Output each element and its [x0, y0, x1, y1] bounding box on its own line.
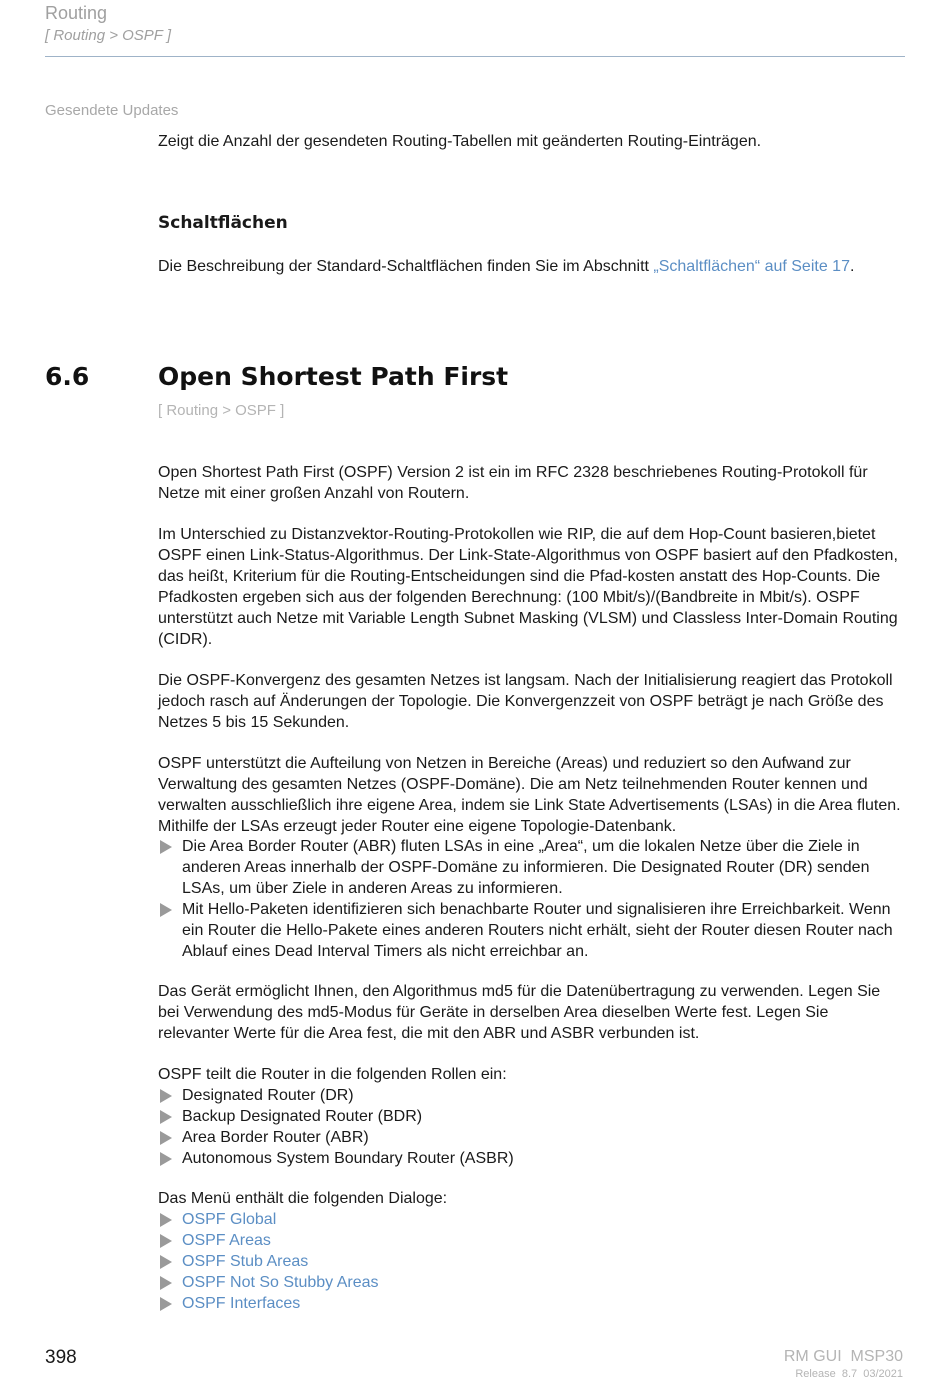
bullet-triangle-icon [160, 1089, 172, 1103]
list-item [158, 1085, 903, 1106]
list-item [158, 899, 903, 962]
section-number: 6.6 [45, 362, 90, 391]
list-item [158, 1293, 903, 1314]
field-description-sent-updates: Zeigt die Anzahl der gesendeten Routing-Tabellen mit geänderten Routing-Einträgen. [158, 133, 762, 150]
buttons-page-link[interactable]: „Schaltflächen“ auf Seite 17 [653, 258, 850, 275]
bullet-triangle-icon [160, 903, 172, 917]
link-ospf-global[interactable]: OSPF Global [182, 1211, 277, 1228]
roles-list [158, 1085, 903, 1169]
paragraph-md5: Das Gerät ermöglicht Ihnen, den Algorithmus md5 für die Datenübertragung zu verwenden. Legen Sie bei Verwendung des md5-Modus für Geräte in derselben Area dieselben Werte fest. Legen Sie relevanter Werte für die Area fest, die mit den ABR und ASBR verbunden ist. [158, 983, 881, 1042]
link-ospf-nssa[interactable]: OSPF Not So Stubby Areas [182, 1274, 379, 1291]
bullet-triangle-icon [160, 1297, 172, 1311]
bullet-triangle-icon [160, 1234, 172, 1248]
paragraph-link-state: Im Unterschied zu Distanzvektor-Routing-Protokollen wie RIP, die auf dem Hop-Count basieren,bietet OSPF einen Link-Status-Algorithmus. Der Link-State-Algorithmus von OSPF basiert auf den Pfadkosten, das heißt, Kriterium für die Routing-Entscheidungen sind die Pfad-kosten anstatt des Hop-Counts. Die Pfadkosten ergeben sich aus der folgenden Berechnung: (100 Mbit/s)/(Bandbreite in Mbit/s). OSPF unterstützt auch Netze mit Variable Length Subnet Masking (VLSM) und Classless Inter-Domain Routing (CIDR). [158, 526, 898, 648]
buttons-description [158, 256, 918, 277]
footer-release: Release 8.7 03/2021 [795, 1368, 903, 1380]
list-item [158, 1106, 903, 1127]
field-label-sent-updates: Gesendete Updates [45, 102, 179, 119]
paragraph-dialogs-intro: Das Menü enthält die folgenden Dialoge: [158, 1190, 448, 1207]
role-abr: Area Border Router (ABR) [182, 1129, 369, 1146]
bullet-triangle-icon [160, 1131, 172, 1145]
link-ospf-stub-areas[interactable]: OSPF Stub Areas [182, 1253, 309, 1270]
bullet-triangle-icon [160, 1255, 172, 1269]
role-asbr: Autonomous System Boundary Router (ASBR) [182, 1150, 514, 1167]
buttons-description-text: Die Beschreibung der Standard-Schaltflächen finden Sie im Abschnitt [158, 258, 654, 275]
bullet-triangle-icon [160, 840, 172, 854]
bullet-triangle-icon [160, 1276, 172, 1290]
paragraph-convergence: Die OSPF-Konvergenz des gesamten Netzes ist langsam. Nach der Initialisierung reagiert das Protokoll jedoch rasch auf Änderungen der Topologie. Die Konvergenzzeit von OSPF beträgt je nach Größe des Netzes 5 bis 15 Sekunden. [158, 672, 893, 731]
link-ospf-areas[interactable]: OSPF Areas [182, 1232, 271, 1249]
bullet-triangle-icon [160, 1110, 172, 1124]
buttons-description-end: . [849, 258, 855, 275]
paragraph-roles-intro: OSPF teilt die Router in die folgenden Rollen ein: [158, 1066, 507, 1083]
buttons-heading: Schaltflächen [158, 213, 288, 233]
list-item [158, 1230, 903, 1251]
list-item [158, 1251, 903, 1272]
role-bdr: Backup Designated Router (BDR) [182, 1108, 423, 1125]
role-dr: Designated Router (DR) [182, 1087, 354, 1104]
bullet-triangle-icon [160, 1152, 172, 1166]
bullet-triangle-icon [160, 1213, 172, 1227]
running-header-title: Routing [45, 3, 108, 23]
dialogs-list [158, 1209, 903, 1314]
section-path: [ Routing > OSPF ] [158, 402, 285, 419]
link-ospf-interfaces[interactable]: OSPF Interfaces [182, 1295, 301, 1312]
list-item [158, 1209, 903, 1230]
list-item [158, 836, 903, 899]
paragraph-intro: Open Shortest Path First (OSPF) Version 2 ist ein im RFC 2328 beschriebenes Routing-Protokoll für Netze mit einer großen Anzahl von Routern. [158, 464, 868, 502]
paragraph-areas: OSPF unterstützt die Aufteilung von Netzen in Bereiche (Areas) und reduziert so den Aufwand zur Verwaltung des gesamten Netzes (OSPF-Domäne). Die am Netz teilnehmenden Router kennen und verwalten ausschließlich ihre eigene Area, indem sie Link State Advertisements (LSAs) in die Area fluten. Mithilfe der LSAs erzeugt jeder Router eine eigene Topologie-Datenbank. [158, 755, 901, 835]
page-number: 398 [45, 1347, 77, 1368]
header-divider [45, 56, 905, 57]
list-item [158, 1127, 903, 1148]
running-header-path: [ Routing > OSPF ] [45, 27, 172, 44]
list-item-text: Die Area Border Router (ABR) fluten LSAs in eine „Area“, um die lokalen Netze über die Ziele in anderen Areas innerhalb der OSPF-Domäne zu informieren. Die Designated Router (DR) senden LSAs, um über Ziele in anderen Areas zu informieren. [182, 838, 870, 897]
footer-doc-title: RM GUI MSP30 [783, 1348, 903, 1365]
list-item [158, 1272, 903, 1293]
section-title: Open Shortest Path First [158, 362, 509, 391]
areas-bullet-list [158, 836, 903, 962]
list-item-text: Mit Hello-Paketen identifizieren sich benachbarte Router und signalisieren ihre Erreichbarkeit. Wenn ein Router die Hello-Pakete eines anderen Routers nicht erhält, sieht der Router diesen Router nach Ablauf eines Dead Interval Timers als nicht erreichbar an. [182, 901, 893, 960]
list-item [158, 1148, 903, 1169]
